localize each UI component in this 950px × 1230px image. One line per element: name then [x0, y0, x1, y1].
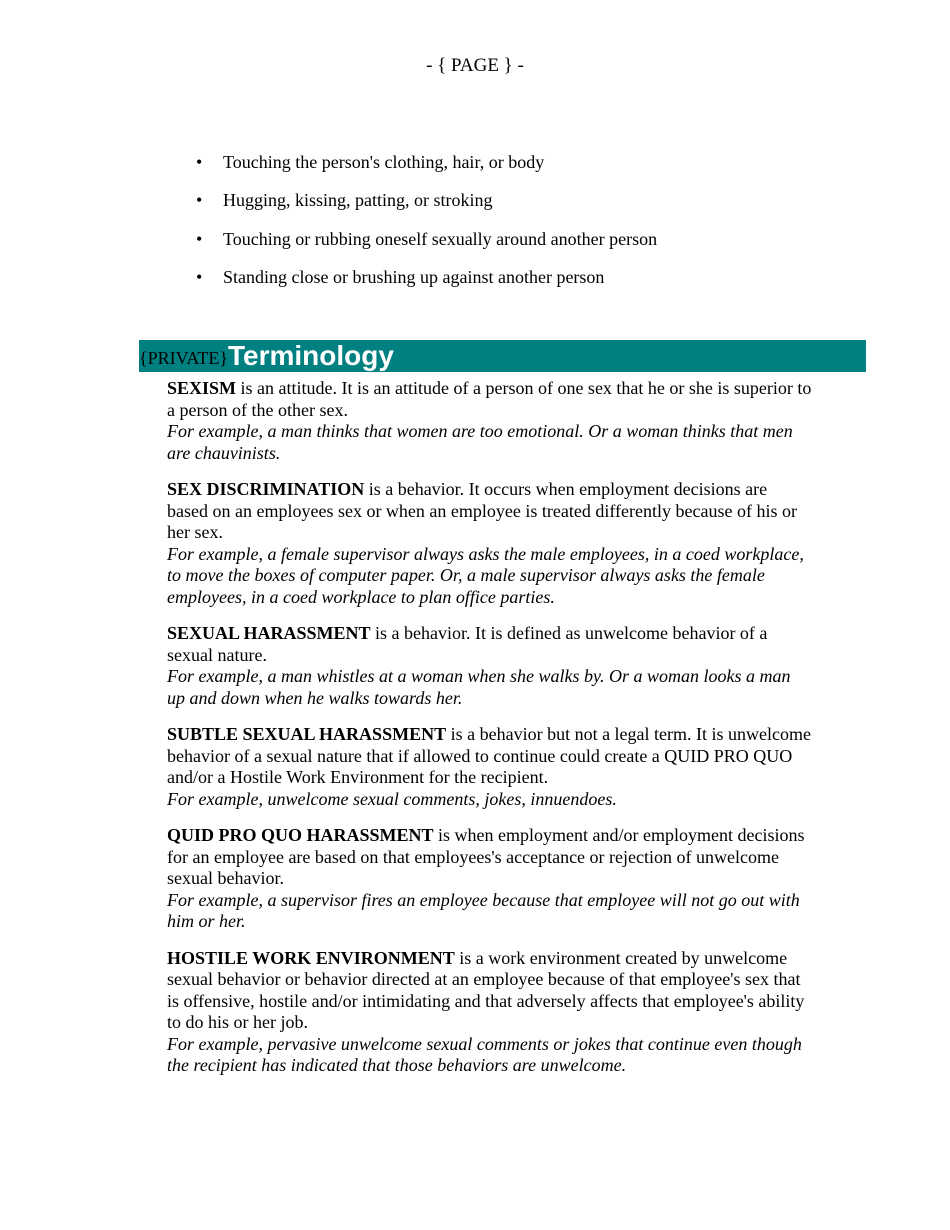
bullet-text: Touching or rubbing oneself sexually around another person: [223, 228, 658, 249]
term-example: For example, pervasive unwelcome sexual comments or jokes that continue even though the recipient has indicated that those behaviors are unwelcome.: [167, 1033, 802, 1075]
term-name: QUID PRO QUO HARASSMENT: [167, 825, 434, 845]
term-name: HOSTILE WORK ENVIRONMENT: [167, 947, 455, 968]
term-name: SEX DISCRIMINATION: [167, 479, 365, 499]
term-definition: is a work environment created by unwelcome sexual behavior or behavior directed at an employee because of that employee's sex that is offensive, hostile and/or intimidating and that adversely affects that employee's ability to do his or her job.: [167, 947, 805, 1032]
bullet-icon: •: [196, 228, 203, 249]
term-entry-hostile-work-environment: [167, 948, 812, 1077]
term-entry-quid-pro-quo: [167, 825, 812, 933]
bullet-text: Hugging, kissing, patting, or stroking: [223, 190, 493, 211]
page-number-header: - { PAGE } -: [426, 55, 524, 76]
term-definition: is a behavior but not a legal term. It is unwelcome behavior of a sexual nature that if allowed to continue could create a QUID PRO QUO and/or a Hostile Work Environment for the recipient.: [167, 724, 811, 787]
term-example: For example, a man thinks that women are too emotional. Or a woman thinks that men are chauvinists.: [167, 421, 793, 463]
term-definition: is when employment and/or employment decisions for an employee are based on that employees's acceptance or rejection of unwelcome sexual behavior.: [167, 825, 805, 888]
term-example: For example, a supervisor fires an employee because that employee will not go out with him or her.: [167, 889, 800, 931]
term-definition: is a behavior. It is defined as unwelcome behavior of a sexual nature.: [167, 623, 768, 665]
terminology-section-heading: [139, 340, 866, 372]
term-name: SEXUAL HARASSMENT: [167, 623, 371, 643]
private-field-code: {PRIVATE}: [139, 348, 228, 368]
term-name: SEXISM: [167, 378, 237, 398]
term-entry-subtle-sexual-harassment: [167, 724, 812, 810]
bullet-text: Standing close or brushing up against another person: [223, 266, 605, 287]
section-title: Terminology: [227, 340, 394, 371]
term-name: SUBTLE SEXUAL HARASSMENT: [167, 724, 447, 744]
term-entry-sexual-harassment: [167, 623, 812, 709]
term-example: For example, a man whistles at a woman when she walks by. Or a woman looks a man up and down when he walks towards her.: [167, 666, 791, 708]
term-definition: is an attitude. It is an attitude of a person of one sex that he or she is superior to a person of the other sex.: [167, 378, 812, 420]
term-example: For example, unwelcome sexual comments, jokes, innuendoes.: [167, 788, 617, 809]
terminology-list: [167, 378, 812, 1092]
bullet-icon: •: [196, 152, 203, 172]
bullet-text: Touching the person's clothing, hair, or body: [223, 152, 545, 172]
term-entry-sexism: [167, 378, 812, 464]
term-example: For example, a female supervisor always asks the male employees, in a coed workplace, to move the boxes of computer paper. Or, a male supervisor always asks the female employees, in a coed workplace to plan office parties.: [167, 543, 804, 607]
term-entry-sex-discrimination: [167, 479, 812, 608]
term-definition: is a behavior. It occurs when employment decisions are based on an employees sex or when an employee is treated differently because of his or her sex.: [167, 479, 797, 542]
bullet-icon: •: [196, 190, 203, 211]
bullet-icon: •: [196, 266, 203, 287]
